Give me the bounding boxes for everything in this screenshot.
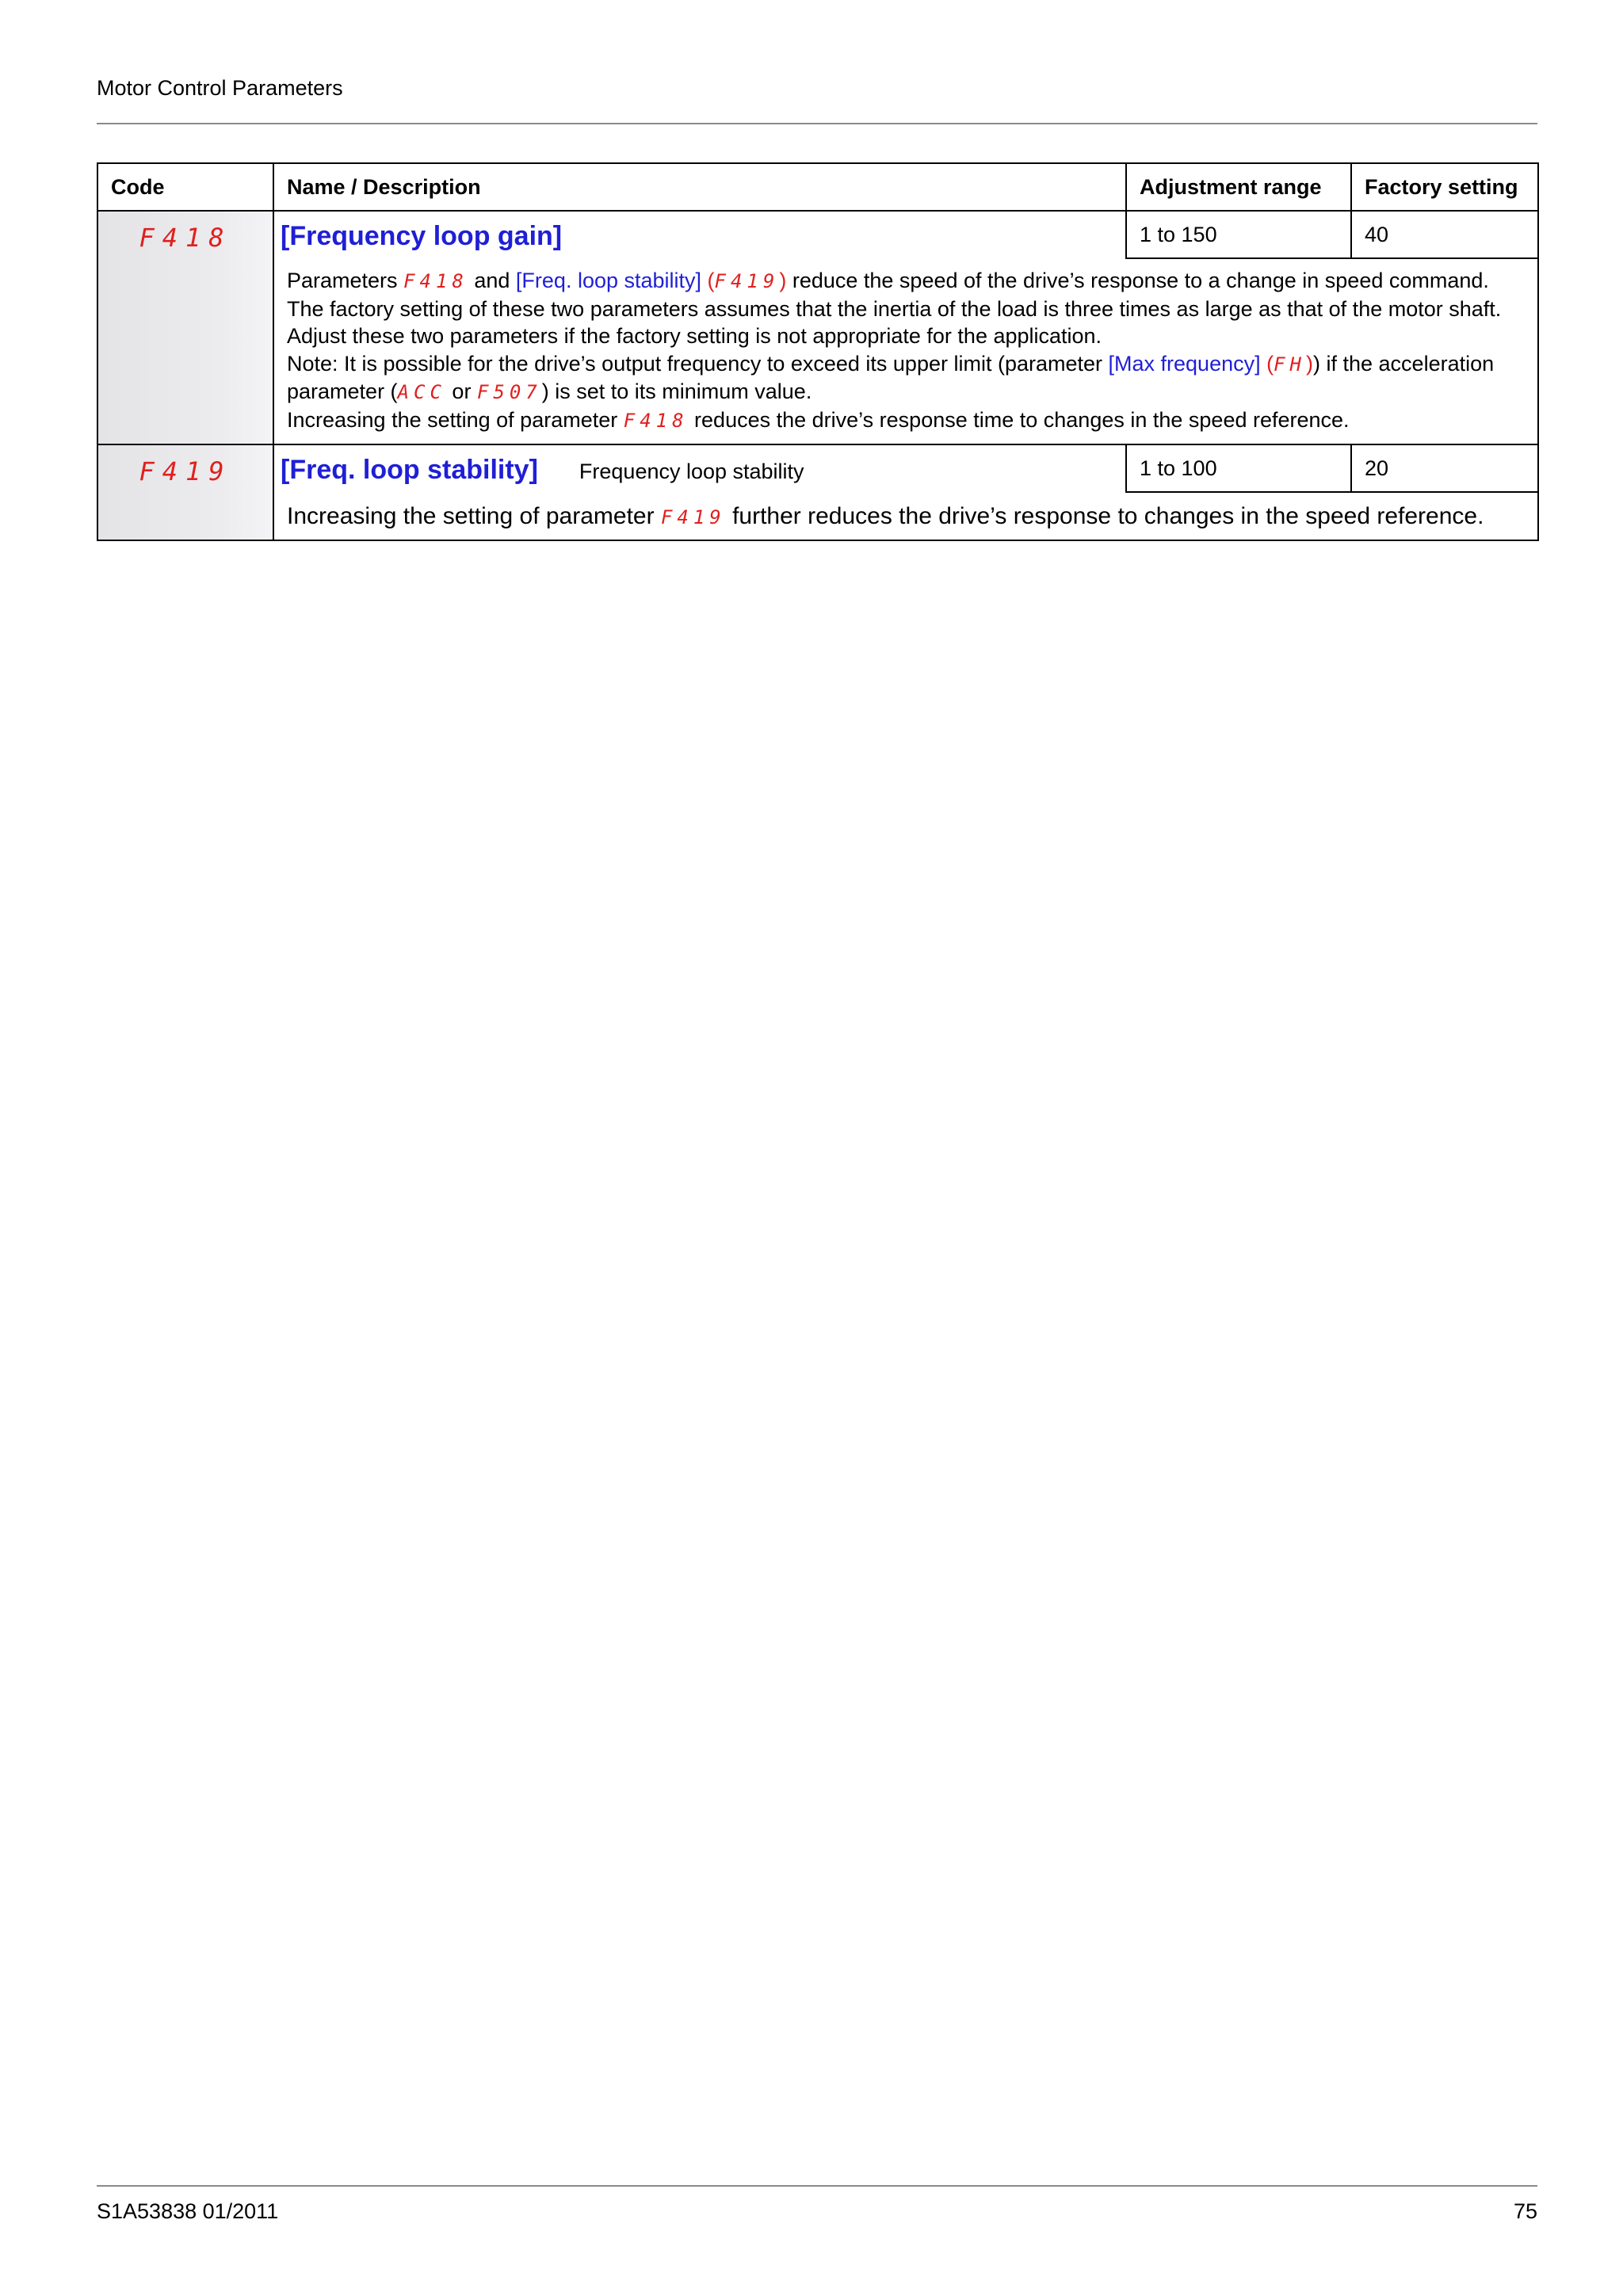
description-text: Increasing the setting of parameter (287, 503, 661, 529)
description-text: ) (1306, 351, 1314, 376)
description-text: ) if the acceleration (1313, 351, 1495, 376)
header-divider (97, 123, 1537, 124)
inline-parameter-code: F418 (623, 409, 689, 432)
description-line (287, 267, 1529, 296)
inline-parameter-code: ACC (397, 381, 446, 403)
description-line: Adjust these two parameters if the factory setting is not appropriate for the application. (287, 324, 1102, 348)
description-text: ) (779, 269, 787, 292)
description-text: Increasing the setting of parameter (287, 407, 624, 432)
description-text: ( (1260, 351, 1274, 376)
parameter-description (273, 492, 1538, 540)
column-header-factory: Factory setting (1351, 163, 1538, 211)
description-line (287, 350, 1529, 379)
table-row (97, 492, 1538, 540)
parameter-description (273, 258, 1538, 444)
parameter-code-cell (97, 211, 273, 444)
inline-parameter-code: F507 (476, 381, 542, 403)
inline-parameter-code: F419 (714, 270, 780, 292)
description-text: Note: It is possible for the drive’s output frequency to exceed its upper limit (parameter (287, 351, 1109, 376)
description-text: reduce the speed of the drive’s response to a change in speed command. (786, 269, 1489, 292)
description-text: ( (701, 269, 715, 292)
column-header-name: Name / Description (273, 163, 1126, 211)
adjustment-range-value: 1 to 150 (1126, 211, 1351, 258)
inline-parameter-code: F419 (660, 506, 726, 528)
column-header-code: Code (97, 163, 273, 211)
description-line (287, 378, 1529, 406)
table-row (97, 211, 1538, 258)
factory-setting-value: 40 (1351, 211, 1538, 258)
description-text: or (445, 379, 477, 403)
parameter-reference-link[interactable]: [Freq. loop stability] (515, 269, 702, 292)
description-text: and (468, 269, 516, 292)
column-header-range: Adjustment range (1126, 163, 1351, 211)
parameter-name: [Freq. loop stability] (281, 455, 538, 485)
page-header-title: Motor Control Parameters (97, 76, 343, 100)
description-text: reduces the drive’s response time to changes in the speed reference. (688, 407, 1350, 432)
description-text: further reduces the drive’s response to changes in the speed reference. (725, 503, 1484, 529)
parameter-name-cell (273, 211, 1126, 258)
table-row (97, 258, 1538, 444)
description-text: parameter ( (287, 379, 398, 403)
inline-parameter-code: FH (1274, 353, 1307, 376)
table-header-row (97, 163, 1538, 211)
adjustment-range-value: 1 to 100 (1126, 444, 1351, 492)
parameter-code-cell (97, 444, 273, 540)
table-row (97, 444, 1538, 492)
description-line: The factory setting of these two parameters assumes that the inertia of the load is three times as large as that of the motor shaft. (287, 296, 1502, 321)
factory-setting-value: 20 (1351, 444, 1538, 492)
document-reference: S1A53838 01/2011 (97, 2199, 279, 2223)
parameter-name: [Frequency loop gain] (281, 221, 563, 251)
description-line (287, 406, 1529, 435)
description-text: Parameters (287, 269, 404, 292)
footer-divider (97, 2185, 1537, 2187)
parameter-code: F419 (139, 456, 232, 486)
parameter-reference-link[interactable]: [Max frequency] (1108, 351, 1261, 376)
parameter-code: F418 (139, 223, 232, 253)
description-text: ) is set to its minimum value. (541, 379, 812, 403)
page-number: 75 (1513, 2199, 1537, 2223)
parameter-name-cell (273, 444, 1126, 492)
parameters-table (97, 162, 1539, 541)
inline-parameter-code: F418 (403, 270, 468, 292)
parameter-inline-description: Frequency loop stability (579, 460, 804, 483)
